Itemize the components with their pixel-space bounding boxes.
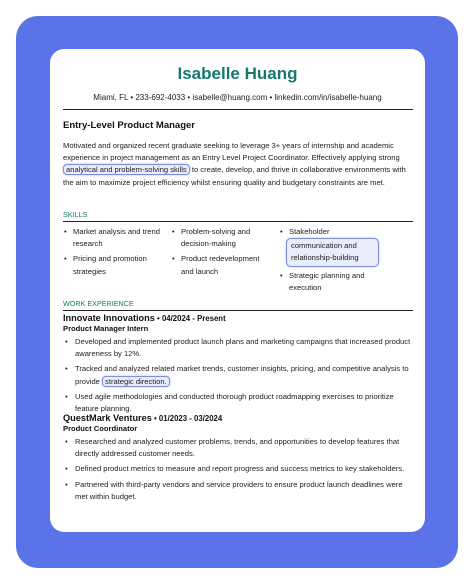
skills-column-3 <box>279 226 379 297</box>
skill-item <box>279 226 379 267</box>
skill-item: • Problem-solving and decision-making <box>171 226 271 250</box>
job-header <box>63 313 415 323</box>
skills-column-2 <box>171 226 271 281</box>
job-dates: • 01/2023 - 03/2024 <box>151 414 223 423</box>
summary-highlight: analytical and problem-solving skills <box>63 164 190 175</box>
skills-column-1 <box>63 226 175 281</box>
skills-divider <box>63 221 413 222</box>
skill-text: Stakeholder <box>289 227 330 236</box>
experience-divider <box>63 310 413 311</box>
skill-item: • Pricing and promotion strategies <box>63 253 175 277</box>
candidate-name: Isabelle Huang <box>177 64 298 83</box>
company-name: QuestMark Ventures <box>63 413 152 423</box>
skill-item: • Strategic planning and execution <box>279 270 379 294</box>
summary-paragraph <box>63 140 415 189</box>
company-name: Innovate Innovations <box>63 313 155 323</box>
bullet-highlight: strategic direction. <box>102 376 170 387</box>
job-bullet: • Developed and implemented product launch plans and marketing campaigns that increased product awareness by 12%. <box>63 336 415 360</box>
resume-page <box>50 49 425 532</box>
summary-text-start: Motivated and organized recent graduate seeking to leverage 3+ years of internship and academic experience in project management as an Entry Level Project Coordinator. Effectively applying strong <box>63 141 400 163</box>
contact-line: Miami, FL • 233-692-4033 • isabelle@huang.com • linkedin.com/in/isabelle-huang <box>93 93 382 102</box>
summary-text-end: to create, develop, and thrive in collaborative environments with the aim to maximize project efficiency whilst ensuring quality and budgetary constraints are met. <box>63 165 406 187</box>
job-dates: • 04/2024 - Present <box>154 314 226 323</box>
job-header <box>63 413 415 423</box>
job-bullet: • Partnered with third-party vendors and service providers to ensure product launch deadlines were met within budget. <box>63 479 415 503</box>
bullet-text: Tracked and analyzed related market trends, customer insights, pricing, and competitive analysis to provide <box>75 364 409 386</box>
job-bullet: • Researched and analyzed customer problems, trends, and opportunities to develop features that directly addressed customer needs. <box>63 436 415 460</box>
job-bullet: • Defined product metrics to measure and report progress and success metrics to key stakeholders. <box>63 463 415 475</box>
job-entry <box>63 413 415 506</box>
job-bullet <box>63 363 415 387</box>
experience-heading: WORK EXPERIENCE <box>63 299 134 308</box>
job-role: Product Coordinator <box>63 424 138 433</box>
header-divider <box>63 109 413 110</box>
skill-highlight: communication and relationship-building <box>286 238 379 266</box>
job-bullet: • Used agile methodologies and conducted thorough product roadmapping exercises to prioritize feature planning. <box>63 391 415 415</box>
skills-heading: SKILLS <box>63 210 88 219</box>
job-entry <box>63 313 415 418</box>
skill-item: • Product redevelopment and launch <box>171 253 271 277</box>
resume-title: Entry-Level Product Manager <box>63 120 195 131</box>
skill-item: • Market analysis and trend research <box>63 226 175 250</box>
job-role: Product Manager Intern <box>63 324 149 333</box>
